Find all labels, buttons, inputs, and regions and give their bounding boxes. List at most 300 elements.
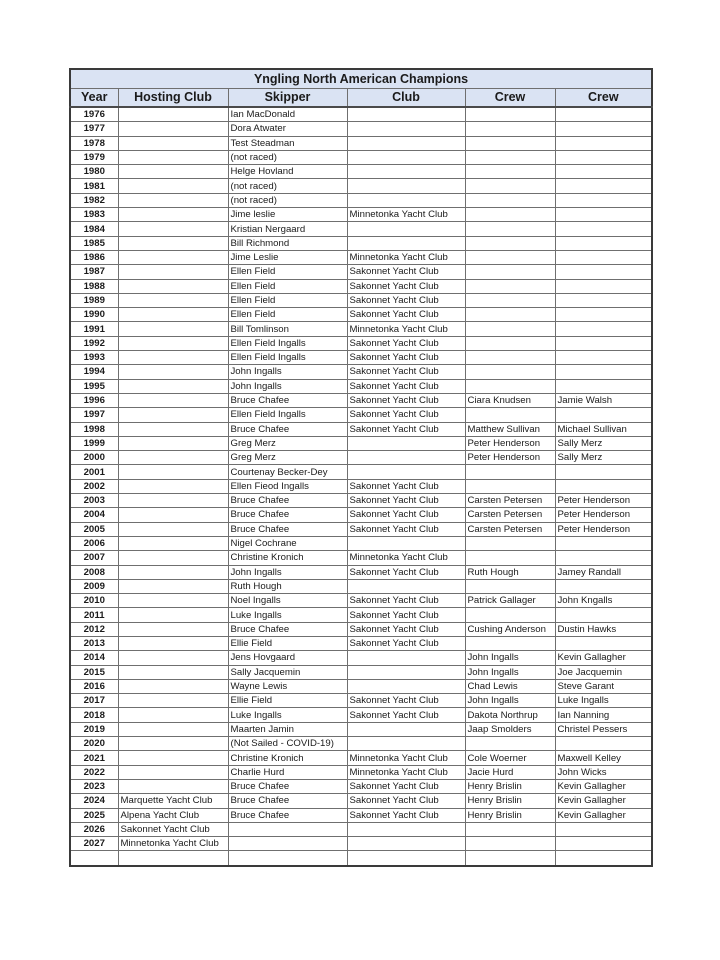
- year-cell[interactable]: 2001: [70, 465, 118, 479]
- crew-2-cell[interactable]: [555, 222, 652, 236]
- crew-2-cell[interactable]: [555, 250, 652, 264]
- year-cell[interactable]: 2004: [70, 508, 118, 522]
- crew-1-cell[interactable]: Ciara Knudsen: [465, 393, 555, 407]
- crew-2-cell[interactable]: [555, 837, 652, 851]
- skipper-cell[interactable]: Bruce Chafee: [228, 522, 347, 536]
- skipper-cell[interactable]: Luke Ingalls: [228, 708, 347, 722]
- skipper-cell[interactable]: (not raced): [228, 150, 347, 164]
- hosting-club-cell[interactable]: [118, 150, 228, 164]
- crew-1-cell[interactable]: [465, 122, 555, 136]
- crew-2-cell[interactable]: [555, 107, 652, 122]
- hosting-club-cell[interactable]: [118, 722, 228, 736]
- club-cell[interactable]: Sakonnet Yacht Club: [347, 522, 465, 536]
- crew-2-cell[interactable]: [555, 236, 652, 250]
- club-cell[interactable]: Sakonnet Yacht Club: [347, 808, 465, 822]
- hosting-club-cell[interactable]: [118, 208, 228, 222]
- skipper-cell[interactable]: John Ingalls: [228, 379, 347, 393]
- crew-2-cell[interactable]: [555, 408, 652, 422]
- skipper-cell[interactable]: [228, 837, 347, 851]
- year-cell[interactable]: 1982: [70, 193, 118, 207]
- crew-2-cell[interactable]: [555, 351, 652, 365]
- skipper-cell[interactable]: Bill Tomlinson: [228, 322, 347, 336]
- crew-1-cell[interactable]: Carsten Petersen: [465, 494, 555, 508]
- year-cell[interactable]: 2016: [70, 679, 118, 693]
- club-cell[interactable]: Sakonnet Yacht Club: [347, 379, 465, 393]
- club-cell[interactable]: [347, 679, 465, 693]
- column-header-crew-1[interactable]: Crew: [465, 89, 555, 108]
- crew-1-cell[interactable]: [465, 150, 555, 164]
- skipper-cell[interactable]: Ellen Field: [228, 265, 347, 279]
- club-cell[interactable]: Sakonnet Yacht Club: [347, 479, 465, 493]
- club-cell[interactable]: Sakonnet Yacht Club: [347, 336, 465, 350]
- skipper-cell[interactable]: Ellen Field Ingalls: [228, 408, 347, 422]
- crew-1-cell[interactable]: [465, 165, 555, 179]
- year-cell[interactable]: 1988: [70, 279, 118, 293]
- crew-2-cell[interactable]: John Wicks: [555, 765, 652, 779]
- crew-1-cell[interactable]: [465, 208, 555, 222]
- hosting-club-cell[interactable]: [118, 451, 228, 465]
- hosting-club-cell[interactable]: [118, 336, 228, 350]
- skipper-cell[interactable]: Nigel Cochrane: [228, 536, 347, 550]
- club-cell[interactable]: Sakonnet Yacht Club: [347, 622, 465, 636]
- skipper-cell[interactable]: [228, 822, 347, 836]
- crew-1-cell[interactable]: [465, 222, 555, 236]
- club-cell[interactable]: Sakonnet Yacht Club: [347, 265, 465, 279]
- skipper-cell[interactable]: (Not Sailed - COVID-19): [228, 737, 347, 751]
- hosting-club-cell[interactable]: [118, 651, 228, 665]
- club-cell[interactable]: Sakonnet Yacht Club: [347, 608, 465, 622]
- skipper-cell[interactable]: [228, 851, 347, 866]
- year-cell[interactable]: 2013: [70, 636, 118, 650]
- hosting-club-cell[interactable]: [118, 122, 228, 136]
- crew-2-cell[interactable]: Kevin Gallagher: [555, 651, 652, 665]
- crew-2-cell[interactable]: [555, 293, 652, 307]
- club-cell[interactable]: [347, 579, 465, 593]
- hosting-club-cell[interactable]: [118, 708, 228, 722]
- crew-2-cell[interactable]: [555, 365, 652, 379]
- club-cell[interactable]: [347, 179, 465, 193]
- crew-2-cell[interactable]: [555, 536, 652, 550]
- year-cell[interactable]: 2017: [70, 694, 118, 708]
- crew-2-cell[interactable]: [555, 551, 652, 565]
- crew-1-cell[interactable]: [465, 365, 555, 379]
- hosting-club-cell[interactable]: [118, 694, 228, 708]
- club-cell[interactable]: [347, 150, 465, 164]
- crew-2-cell[interactable]: John Kngalls: [555, 594, 652, 608]
- club-cell[interactable]: [347, 536, 465, 550]
- club-cell[interactable]: [347, 165, 465, 179]
- hosting-club-cell[interactable]: [118, 737, 228, 751]
- club-cell[interactable]: [347, 737, 465, 751]
- hosting-club-cell[interactable]: [118, 508, 228, 522]
- hosting-club-cell[interactable]: [118, 551, 228, 565]
- year-cell[interactable]: 1998: [70, 422, 118, 436]
- hosting-club-cell[interactable]: [118, 408, 228, 422]
- skipper-cell[interactable]: Sally Jacquemin: [228, 665, 347, 679]
- hosting-club-cell[interactable]: [118, 365, 228, 379]
- hosting-club-cell[interactable]: [118, 250, 228, 264]
- crew-1-cell[interactable]: [465, 293, 555, 307]
- skipper-cell[interactable]: Ellen Field: [228, 279, 347, 293]
- crew-2-cell[interactable]: Peter Henderson: [555, 522, 652, 536]
- crew-2-cell[interactable]: [555, 465, 652, 479]
- hosting-club-cell[interactable]: [118, 265, 228, 279]
- skipper-cell[interactable]: Bruce Chafee: [228, 622, 347, 636]
- crew-1-cell[interactable]: [465, 250, 555, 264]
- crew-1-cell[interactable]: Cushing Anderson: [465, 622, 555, 636]
- crew-2-cell[interactable]: Michael Sullivan: [555, 422, 652, 436]
- crew-1-cell[interactable]: John Ingalls: [465, 651, 555, 665]
- year-cell[interactable]: 2014: [70, 651, 118, 665]
- crew-1-cell[interactable]: [465, 308, 555, 322]
- skipper-cell[interactable]: Wayne Lewis: [228, 679, 347, 693]
- crew-2-cell[interactable]: Dustin Hawks: [555, 622, 652, 636]
- club-cell[interactable]: Minnetonka Yacht Club: [347, 765, 465, 779]
- crew-1-cell[interactable]: [465, 379, 555, 393]
- hosting-club-cell[interactable]: [118, 107, 228, 122]
- skipper-cell[interactable]: Kristian Nergaard: [228, 222, 347, 236]
- crew-1-cell[interactable]: [465, 236, 555, 250]
- crew-1-cell[interactable]: [465, 336, 555, 350]
- crew-2-cell[interactable]: Christel Pessers: [555, 722, 652, 736]
- club-cell[interactable]: Sakonnet Yacht Club: [347, 494, 465, 508]
- hosting-club-cell[interactable]: [118, 393, 228, 407]
- hosting-club-cell[interactable]: [118, 679, 228, 693]
- hosting-club-cell[interactable]: [118, 351, 228, 365]
- club-cell[interactable]: [347, 465, 465, 479]
- skipper-cell[interactable]: Ellen Field Ingalls: [228, 336, 347, 350]
- year-cell[interactable]: 2010: [70, 594, 118, 608]
- crew-2-cell[interactable]: Sally Merz: [555, 451, 652, 465]
- skipper-cell[interactable]: (not raced): [228, 179, 347, 193]
- crew-1-cell[interactable]: [465, 822, 555, 836]
- year-cell[interactable]: 2011: [70, 608, 118, 622]
- crew-1-cell[interactable]: [465, 851, 555, 866]
- club-cell[interactable]: Sakonnet Yacht Club: [347, 636, 465, 650]
- crew-1-cell[interactable]: [465, 136, 555, 150]
- hosting-club-cell[interactable]: Minnetonka Yacht Club: [118, 837, 228, 851]
- crew-1-cell[interactable]: Henry Brislin: [465, 794, 555, 808]
- crew-1-cell[interactable]: John Ingalls: [465, 665, 555, 679]
- skipper-cell[interactable]: Bill Richmond: [228, 236, 347, 250]
- crew-2-cell[interactable]: Peter Henderson: [555, 494, 652, 508]
- year-cell[interactable]: 1997: [70, 408, 118, 422]
- club-cell[interactable]: Sakonnet Yacht Club: [347, 708, 465, 722]
- club-cell[interactable]: Sakonnet Yacht Club: [347, 351, 465, 365]
- crew-1-cell[interactable]: Matthew Sullivan: [465, 422, 555, 436]
- skipper-cell[interactable]: (not raced): [228, 193, 347, 207]
- crew-1-cell[interactable]: Carsten Petersen: [465, 522, 555, 536]
- skipper-cell[interactable]: Bruce Chafee: [228, 393, 347, 407]
- skipper-cell[interactable]: Bruce Chafee: [228, 808, 347, 822]
- crew-2-cell[interactable]: Ian Nanning: [555, 708, 652, 722]
- crew-1-cell[interactable]: Dakota Northrup: [465, 708, 555, 722]
- hosting-club-cell[interactable]: [118, 179, 228, 193]
- crew-1-cell[interactable]: Chad Lewis: [465, 679, 555, 693]
- crew-1-cell[interactable]: [465, 579, 555, 593]
- skipper-cell[interactable]: Jens Hovgaard: [228, 651, 347, 665]
- crew-1-cell[interactable]: [465, 179, 555, 193]
- crew-1-cell[interactable]: [465, 351, 555, 365]
- crew-1-cell[interactable]: [465, 265, 555, 279]
- crew-2-cell[interactable]: [555, 265, 652, 279]
- crew-2-cell[interactable]: [555, 579, 652, 593]
- year-cell[interactable]: 1983: [70, 208, 118, 222]
- hosting-club-cell[interactable]: [118, 222, 228, 236]
- hosting-club-cell[interactable]: [118, 851, 228, 866]
- crew-1-cell[interactable]: [465, 465, 555, 479]
- year-cell[interactable]: 1980: [70, 165, 118, 179]
- year-cell[interactable]: 2005: [70, 522, 118, 536]
- crew-1-cell[interactable]: [465, 193, 555, 207]
- crew-2-cell[interactable]: [555, 336, 652, 350]
- skipper-cell[interactable]: Test Steadman: [228, 136, 347, 150]
- year-cell[interactable]: 2000: [70, 451, 118, 465]
- crew-2-cell[interactable]: Peter Henderson: [555, 508, 652, 522]
- crew-1-cell[interactable]: [465, 608, 555, 622]
- club-cell[interactable]: [347, 665, 465, 679]
- hosting-club-cell[interactable]: [118, 565, 228, 579]
- skipper-cell[interactable]: Ellie Field: [228, 694, 347, 708]
- crew-2-cell[interactable]: [555, 379, 652, 393]
- crew-1-cell[interactable]: Ruth Hough: [465, 565, 555, 579]
- crew-1-cell[interactable]: [465, 536, 555, 550]
- skipper-cell[interactable]: Helge Hovland: [228, 165, 347, 179]
- year-cell[interactable]: 2006: [70, 536, 118, 550]
- year-cell[interactable]: 2023: [70, 779, 118, 793]
- hosting-club-cell[interactable]: [118, 165, 228, 179]
- year-cell[interactable]: 1994: [70, 365, 118, 379]
- skipper-cell[interactable]: Bruce Chafee: [228, 422, 347, 436]
- club-cell[interactable]: [347, 222, 465, 236]
- hosting-club-cell[interactable]: [118, 136, 228, 150]
- club-cell[interactable]: [347, 722, 465, 736]
- skipper-cell[interactable]: Ian MacDonald: [228, 107, 347, 122]
- crew-1-cell[interactable]: Cole Woerner: [465, 751, 555, 765]
- year-cell[interactable]: 2021: [70, 751, 118, 765]
- year-cell[interactable]: 2012: [70, 622, 118, 636]
- hosting-club-cell[interactable]: [118, 522, 228, 536]
- club-cell[interactable]: Sakonnet Yacht Club: [347, 694, 465, 708]
- crew-1-cell[interactable]: Carsten Petersen: [465, 508, 555, 522]
- hosting-club-cell[interactable]: [118, 536, 228, 550]
- crew-2-cell[interactable]: Kevin Gallagher: [555, 794, 652, 808]
- crew-2-cell[interactable]: Maxwell Kelley: [555, 751, 652, 765]
- skipper-cell[interactable]: Ellie Field: [228, 636, 347, 650]
- hosting-club-cell[interactable]: [118, 494, 228, 508]
- skipper-cell[interactable]: Greg Merz: [228, 451, 347, 465]
- year-cell[interactable]: 1986: [70, 250, 118, 264]
- year-cell[interactable]: 2002: [70, 479, 118, 493]
- club-cell[interactable]: [347, 436, 465, 450]
- hosting-club-cell[interactable]: [118, 579, 228, 593]
- skipper-cell[interactable]: Luke Ingalls: [228, 608, 347, 622]
- hosting-club-cell[interactable]: [118, 479, 228, 493]
- club-cell[interactable]: Minnetonka Yacht Club: [347, 751, 465, 765]
- skipper-cell[interactable]: Greg Merz: [228, 436, 347, 450]
- club-cell[interactable]: Sakonnet Yacht Club: [347, 794, 465, 808]
- hosting-club-cell[interactable]: [118, 308, 228, 322]
- club-cell[interactable]: Sakonnet Yacht Club: [347, 408, 465, 422]
- crew-2-cell[interactable]: Steve Garant: [555, 679, 652, 693]
- skipper-cell[interactable]: Ellen Fieod Ingalls: [228, 479, 347, 493]
- club-cell[interactable]: Sakonnet Yacht Club: [347, 508, 465, 522]
- hosting-club-cell[interactable]: [118, 322, 228, 336]
- skipper-cell[interactable]: Ellen Field: [228, 293, 347, 307]
- crew-1-cell[interactable]: Peter Henderson: [465, 451, 555, 465]
- year-cell[interactable]: 1985: [70, 236, 118, 250]
- crew-2-cell[interactable]: [555, 308, 652, 322]
- skipper-cell[interactable]: Charlie Hurd: [228, 765, 347, 779]
- crew-2-cell[interactable]: [555, 608, 652, 622]
- club-cell[interactable]: Minnetonka Yacht Club: [347, 208, 465, 222]
- club-cell[interactable]: Minnetonka Yacht Club: [347, 250, 465, 264]
- club-cell[interactable]: [347, 136, 465, 150]
- skipper-cell[interactable]: Courtenay Becker-Dey: [228, 465, 347, 479]
- skipper-cell[interactable]: Ellen Field Ingalls: [228, 351, 347, 365]
- crew-2-cell[interactable]: [555, 165, 652, 179]
- year-cell[interactable]: 2026: [70, 822, 118, 836]
- hosting-club-cell[interactable]: [118, 193, 228, 207]
- hosting-club-cell[interactable]: Sakonnet Yacht Club: [118, 822, 228, 836]
- skipper-cell[interactable]: John Ingalls: [228, 365, 347, 379]
- crew-2-cell[interactable]: Joe Jacquemin: [555, 665, 652, 679]
- crew-2-cell[interactable]: [555, 179, 652, 193]
- club-cell[interactable]: Sakonnet Yacht Club: [347, 365, 465, 379]
- club-cell[interactable]: [347, 122, 465, 136]
- year-cell[interactable]: 2015: [70, 665, 118, 679]
- skipper-cell[interactable]: Maarten Jamin: [228, 722, 347, 736]
- hosting-club-cell[interactable]: [118, 665, 228, 679]
- hosting-club-cell[interactable]: Marquette Yacht Club: [118, 794, 228, 808]
- skipper-cell[interactable]: John Ingalls: [228, 565, 347, 579]
- skipper-cell[interactable]: Christine Kronich: [228, 751, 347, 765]
- crew-2-cell[interactable]: [555, 150, 652, 164]
- year-cell[interactable]: 2025: [70, 808, 118, 822]
- crew-1-cell[interactable]: Henry Brislin: [465, 808, 555, 822]
- crew-1-cell[interactable]: [465, 837, 555, 851]
- club-cell[interactable]: [347, 107, 465, 122]
- column-header-hosting-club[interactable]: Hosting Club: [118, 89, 228, 108]
- column-header-crew-2[interactable]: Crew: [555, 89, 652, 108]
- crew-1-cell[interactable]: Peter Henderson: [465, 436, 555, 450]
- club-cell[interactable]: Sakonnet Yacht Club: [347, 594, 465, 608]
- year-cell[interactable]: 2018: [70, 708, 118, 722]
- crew-2-cell[interactable]: [555, 737, 652, 751]
- hosting-club-cell[interactable]: [118, 465, 228, 479]
- hosting-club-cell[interactable]: [118, 279, 228, 293]
- crew-2-cell[interactable]: [555, 136, 652, 150]
- hosting-club-cell[interactable]: [118, 422, 228, 436]
- club-cell[interactable]: [347, 837, 465, 851]
- crew-1-cell[interactable]: [465, 279, 555, 293]
- club-cell[interactable]: [347, 651, 465, 665]
- crew-2-cell[interactable]: Jamie Walsh: [555, 393, 652, 407]
- year-cell[interactable]: 2024: [70, 794, 118, 808]
- skipper-cell[interactable]: Ruth Hough: [228, 579, 347, 593]
- year-cell[interactable]: 2003: [70, 494, 118, 508]
- crew-1-cell[interactable]: Patrick Gallager: [465, 594, 555, 608]
- hosting-club-cell[interactable]: [118, 779, 228, 793]
- year-cell[interactable]: [70, 851, 118, 866]
- year-cell[interactable]: 1990: [70, 308, 118, 322]
- skipper-cell[interactable]: Jime Leslie: [228, 250, 347, 264]
- year-cell[interactable]: 1989: [70, 293, 118, 307]
- crew-1-cell[interactable]: [465, 479, 555, 493]
- crew-2-cell[interactable]: [555, 479, 652, 493]
- crew-1-cell[interactable]: [465, 737, 555, 751]
- skipper-cell[interactable]: Jime leslie: [228, 208, 347, 222]
- club-cell[interactable]: [347, 822, 465, 836]
- hosting-club-cell[interactable]: [118, 622, 228, 636]
- column-header-club[interactable]: Club: [347, 89, 465, 108]
- crew-2-cell[interactable]: Jamey Randall: [555, 565, 652, 579]
- club-cell[interactable]: Sakonnet Yacht Club: [347, 293, 465, 307]
- crew-2-cell[interactable]: Luke Ingalls: [555, 694, 652, 708]
- skipper-cell[interactable]: Ellen Field: [228, 308, 347, 322]
- year-cell[interactable]: 1992: [70, 336, 118, 350]
- crew-1-cell[interactable]: [465, 408, 555, 422]
- year-cell[interactable]: 2019: [70, 722, 118, 736]
- club-cell[interactable]: [347, 193, 465, 207]
- club-cell[interactable]: Sakonnet Yacht Club: [347, 393, 465, 407]
- year-cell[interactable]: 2020: [70, 737, 118, 751]
- crew-2-cell[interactable]: Kevin Gallagher: [555, 779, 652, 793]
- year-cell[interactable]: 1993: [70, 351, 118, 365]
- hosting-club-cell[interactable]: [118, 594, 228, 608]
- club-cell[interactable]: [347, 851, 465, 866]
- crew-2-cell[interactable]: [555, 636, 652, 650]
- column-header-year[interactable]: Year: [70, 89, 118, 108]
- year-cell[interactable]: 2022: [70, 765, 118, 779]
- crew-1-cell[interactable]: Jaap Smolders: [465, 722, 555, 736]
- year-cell[interactable]: 1996: [70, 393, 118, 407]
- hosting-club-cell[interactable]: [118, 293, 228, 307]
- crew-1-cell[interactable]: [465, 551, 555, 565]
- year-cell[interactable]: 1976: [70, 107, 118, 122]
- year-cell[interactable]: 2027: [70, 837, 118, 851]
- crew-2-cell[interactable]: [555, 279, 652, 293]
- club-cell[interactable]: [347, 236, 465, 250]
- hosting-club-cell[interactable]: [118, 636, 228, 650]
- year-cell[interactable]: 1991: [70, 322, 118, 336]
- skipper-cell[interactable]: Bruce Chafee: [228, 494, 347, 508]
- year-cell[interactable]: 1995: [70, 379, 118, 393]
- year-cell[interactable]: 1999: [70, 436, 118, 450]
- crew-2-cell[interactable]: [555, 193, 652, 207]
- year-cell[interactable]: 1978: [70, 136, 118, 150]
- club-cell[interactable]: Sakonnet Yacht Club: [347, 565, 465, 579]
- club-cell[interactable]: Minnetonka Yacht Club: [347, 551, 465, 565]
- hosting-club-cell[interactable]: [118, 608, 228, 622]
- crew-1-cell[interactable]: [465, 636, 555, 650]
- crew-2-cell[interactable]: [555, 822, 652, 836]
- crew-1-cell[interactable]: John Ingalls: [465, 694, 555, 708]
- club-cell[interactable]: Sakonnet Yacht Club: [347, 279, 465, 293]
- year-cell[interactable]: 2009: [70, 579, 118, 593]
- crew-1-cell[interactable]: [465, 107, 555, 122]
- crew-1-cell[interactable]: Henry Brislin: [465, 779, 555, 793]
- club-cell[interactable]: [347, 451, 465, 465]
- hosting-club-cell[interactable]: [118, 436, 228, 450]
- year-cell[interactable]: 1979: [70, 150, 118, 164]
- crew-2-cell[interactable]: [555, 122, 652, 136]
- club-cell[interactable]: Sakonnet Yacht Club: [347, 308, 465, 322]
- year-cell[interactable]: 1981: [70, 179, 118, 193]
- hosting-club-cell[interactable]: Alpena Yacht Club: [118, 808, 228, 822]
- year-cell[interactable]: 1987: [70, 265, 118, 279]
- skipper-cell[interactable]: Bruce Chafee: [228, 779, 347, 793]
